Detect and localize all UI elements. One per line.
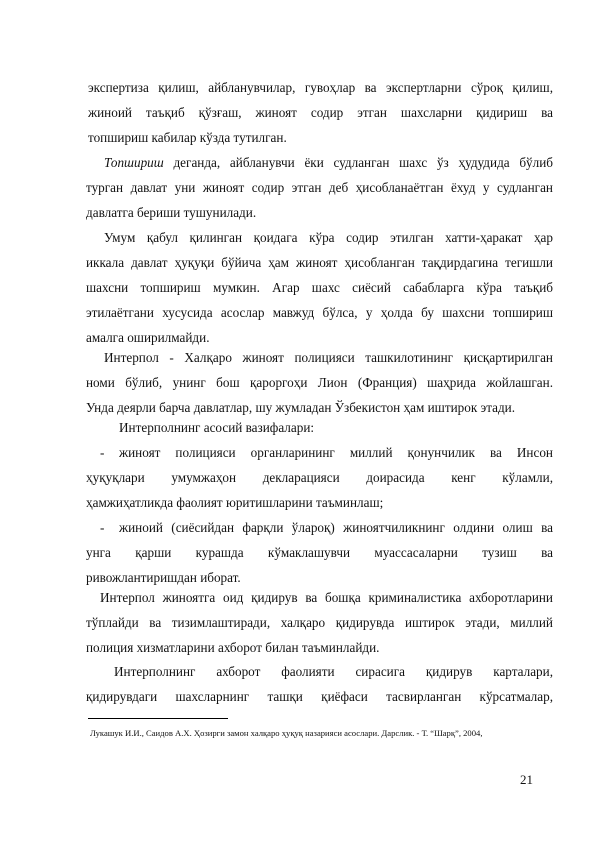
text-line: полиция хизматларини ахборот билан таъминлайди.	[86, 639, 380, 655]
text-line: иккала давлат ҳуқуқи бўйича ҳам жиноят ҳисобланган тақдирдагина тегишли	[86, 254, 553, 270]
text-line: давлатга бериши тушунилади.	[86, 204, 257, 220]
text-line: қидирувдаги шахсларнинг ташқи қиёфаси тасвирланган кўрсатмалар,	[86, 688, 553, 704]
paragraph-6	[86, 660, 553, 710]
text-line: шахсни топшириш мумкин. Агар шахс сиёсий сабабларга кўра таъқиб	[86, 279, 553, 295]
text-line: амалга оширилмайди.	[86, 329, 210, 345]
text-span: деганда, айбланувчи ёки судланган шахс ўз ҳудудида бўлиб	[163, 155, 553, 170]
text-line: ҳамжиҳатликда фаолият юритишларини таъминлаш;	[86, 494, 384, 510]
text-line: Интерполнинг ахборот фаолияти сирасига қидирув карталари,	[114, 664, 553, 679]
text-line: этилаётгани хусусида асослар мавжуд бўлса, у ҳолда бу шахсни топшириш	[86, 304, 553, 320]
bullet-item-1	[86, 441, 553, 516]
footnote: Лукашук И.И., Саидов А.Х. Ҳозирги замон халқаро ҳуқуқ назарияси асослари. Дарслик. - Т. “Шарқ”, 2004,	[90, 728, 483, 738]
text-line: жиноий (сиёсийдан фарқли ўлароқ) жиноятчиликнинг олдини олиш ва	[119, 520, 553, 535]
text-line: Умум қабул қилинган қоидага кўра содир этилган хатти-ҳаракат ҳар	[104, 230, 553, 245]
functions-heading	[86, 416, 553, 441]
text-line	[86, 151, 553, 176]
bullet-item-2	[86, 516, 553, 591]
text-line: ривожлантиришдан иборат.	[86, 569, 241, 585]
paragraph-5	[86, 586, 553, 661]
dash-marker: -	[100, 445, 105, 460]
text-line: жиноят полицияси органларининг миллий қонунчилик ва Инсон	[119, 445, 553, 460]
dash-marker: -	[100, 520, 105, 535]
paragraph-1	[88, 76, 553, 151]
page-number: 21	[520, 772, 533, 787]
text-line: Интерпол - Халқаро жиноят полицияси ташкилотининг қисқартирилган	[104, 350, 553, 365]
paragraph-4	[86, 346, 553, 421]
text-line: топшириш кабилар кўзда тутилган.	[88, 129, 287, 145]
text-line: жиноий таъқиб қўзғаш, жиноят содир этган шахсларни қидириш ва	[88, 104, 553, 120]
italic-term: Топшириш	[104, 155, 164, 170]
text-line: тўплайди ва тизимлаштиради, халқаро қидирувда иштирок этади, миллий	[86, 614, 553, 630]
footnote-separator	[88, 718, 228, 719]
paragraph-3	[86, 226, 553, 350]
heading-text: Интерполнинг асосий вазифалари:	[119, 420, 315, 435]
text-line: Унда деярли барча давлатлар, шу жумладан Ўзбекистон ҳам иштирок этади.	[86, 399, 516, 415]
text-line: экспертиза қилиш, айбланувчилар, гувоҳлар ва экспертларни сўроқ қилиш,	[88, 80, 553, 95]
text-line: унга қарши курашда кўмаклашувчи муассасаларни тузиш ва	[86, 544, 553, 560]
text-line: турган давлат уни жиноят содир этган деб ҳисобланаётган ёхуд у судланган	[86, 179, 553, 195]
paragraph-2	[86, 151, 553, 226]
text-line: Интерпол жиноятга оид қидирув ва бошқа криминалистика ахборотларини	[100, 590, 553, 605]
text-line: номи бўлиб, унинг бош қароргоҳи Лион (Франция) шаҳрида жойлашган.	[86, 374, 553, 390]
text-line: ҳуқуқлари умумжаҳон декларацияси доирасида кенг кўламли,	[86, 469, 553, 485]
